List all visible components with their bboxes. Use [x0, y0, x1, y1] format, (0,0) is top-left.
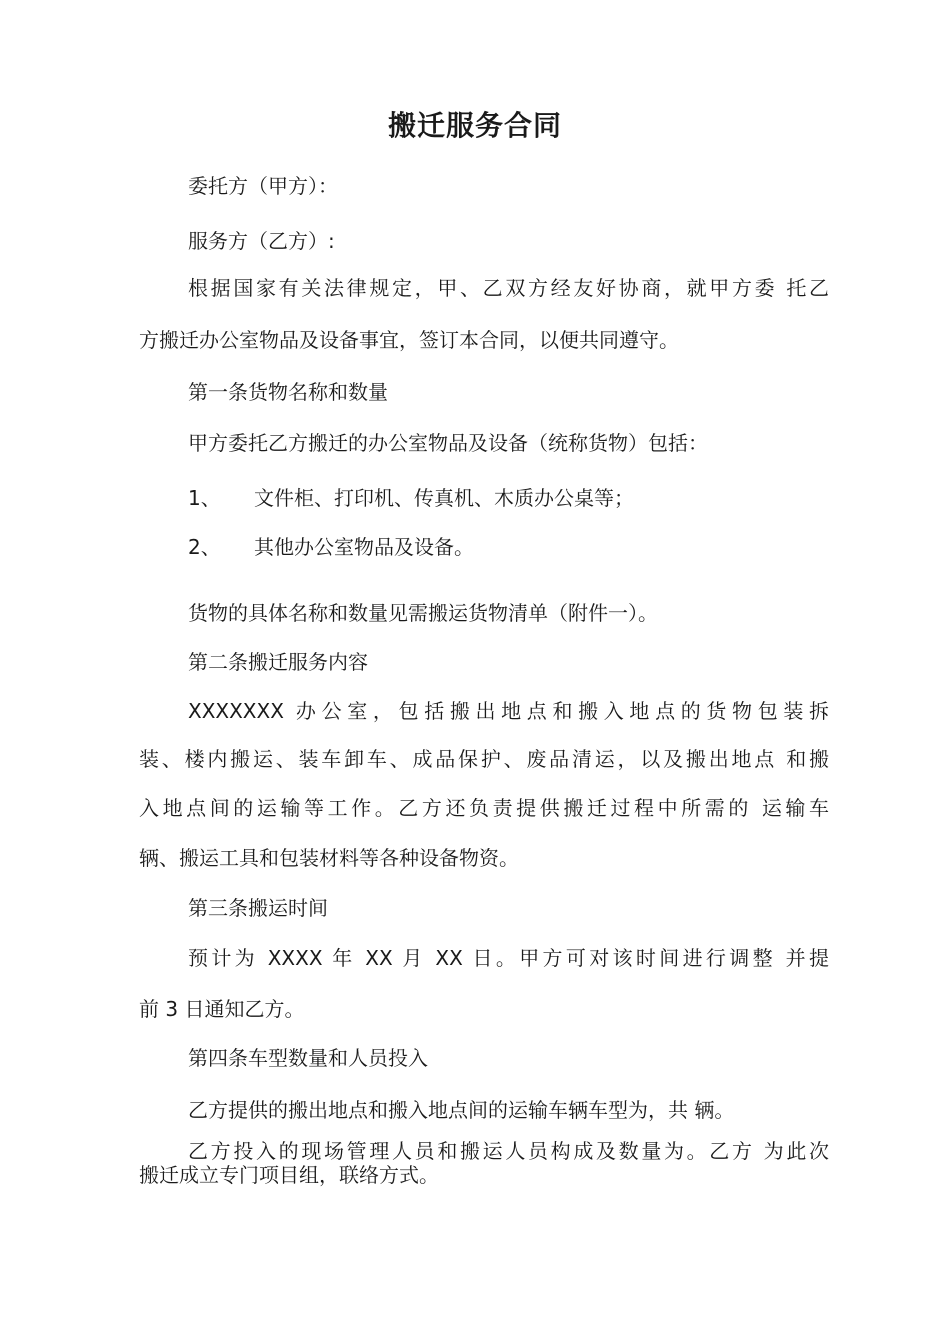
- intro-line-2: 方搬迁办公室物品及设备事宜，签订本合同，以便共同遵守。: [139, 328, 679, 352]
- article-2-heading: 第二条搬迁服务内容: [188, 650, 368, 674]
- list-item: [188, 534, 829, 560]
- intro-line-1: 根据国家有关法律规定，甲、乙双方经友好协商，就甲方委 托乙: [188, 276, 829, 300]
- article-2-line-1: XXXXXXX 办公室，包括搬出地点和搬入地点的货物包装拆: [188, 699, 829, 723]
- party-b-line: 服务方（乙方）:: [188, 229, 335, 253]
- article-2-line-2: 装、楼内搬运、装车卸车、成品保护、废品清运，以及搬出地点 和搬: [139, 747, 829, 771]
- article-3-line-2: 前 3 日通知乙方。: [139, 997, 305, 1021]
- article-4-heading: 第四条车型数量和人员投入: [188, 1046, 428, 1070]
- article-2-line-3: 入地点间的运输等工作。乙方还负责提供搬迁过程中所需的 运输车: [139, 796, 829, 820]
- document-title: 搬迁服务合同: [387, 109, 562, 142]
- article-1-heading: 第一条货物名称和数量: [188, 380, 388, 404]
- article-3-heading: 第三条搬运时间: [188, 896, 328, 920]
- article-1-lead: 甲方委托乙方搬迁的办公室物品及设备（统称货物）包括：: [188, 431, 708, 455]
- list-item-number: 1、: [188, 486, 221, 510]
- party-a-line: 委托方（甲方）：: [188, 174, 338, 198]
- list-item-text: 其他办公室物品及设备。: [254, 535, 474, 559]
- list-item-text: 文件柜、打印机、传真机、木质办公桌等；: [254, 486, 634, 510]
- list-item: [188, 485, 829, 511]
- article-2-line-4: 辆、搬运工具和包装材料等各种设备物资。: [139, 846, 519, 870]
- article-4-staff-line-2: 搬迁成立专门项目组，联络方式。: [139, 1163, 439, 1187]
- article-4-staff-line-1: 乙方投入的现场管理人员和搬运人员构成及数量为。乙方 为此次: [188, 1139, 829, 1163]
- article-4-vehicles: 乙方提供的搬出地点和搬入地点间的运输车辆车型为，共 辆。: [188, 1098, 735, 1122]
- list-item-number: 2、: [188, 535, 221, 559]
- article-3-line-1: 预计为 XXXX 年 XX 月 XX 日。甲方可对该时间进行调整 并提: [188, 946, 829, 970]
- article-1-note: 货物的具体名称和数量见需搬运货物清单（附件一）。: [188, 601, 658, 625]
